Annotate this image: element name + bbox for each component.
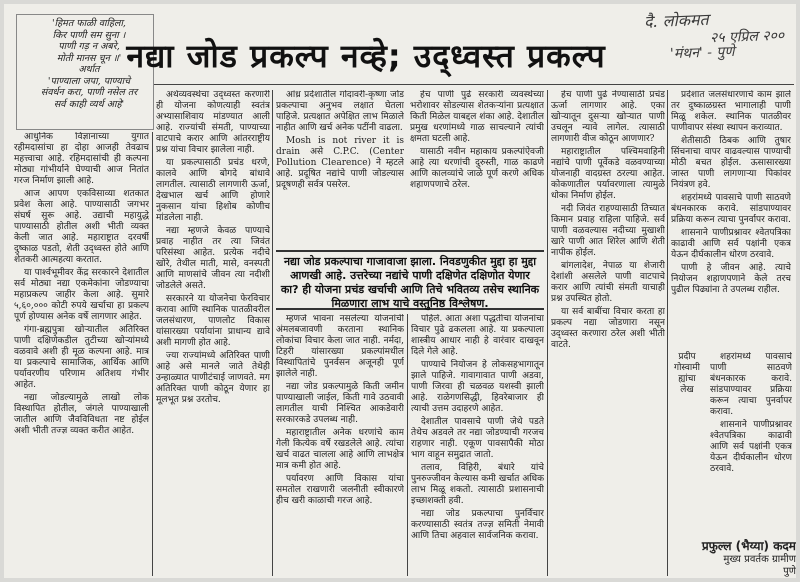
paragraph: पहिले. आता अशा पद्धतीचा योजनांचा विचार पुढे ढकलला आहे. या प्रकल्पाला शास्त्रीय आधार नाही हे वारंवार दाखवून दिले गेले आहे. xyxy=(411,314,544,357)
article-column-2 xyxy=(156,90,270,576)
column-divider xyxy=(547,90,548,576)
headline-rule xyxy=(154,84,794,85)
article-column-3a xyxy=(276,90,404,246)
paragraph: Mosh is not river it is drain असे C.P.C. (Center Pollution Clearence) ने म्हटले आहे. प्रदूषित नद्यांचे पाणी जोडल्यास प्रदूषणही सर्वत्र पसरेल. xyxy=(276,136,404,190)
paragraph: शेतीसाठी ठिबक आणि तुषार सिंचनाचा वापर वाढवल्यास पाण्याची मोठी बचत होईल. ऊसासारख्या जास्त पाणी लागणाऱ्या पिकांवर नियंत्रण हवे. xyxy=(671,136,791,190)
paragraph: तलाव, विहिरी, बंधारे यांचे पुनरुज्जीवन केल्यास कमी खर्चात अधिक लाभ मिळू शकतो. त्यासाठी प्रशासनाची इच्छाशक्ती हवी. xyxy=(411,463,544,506)
column-divider xyxy=(407,314,408,576)
caption-line: ह्यांचा xyxy=(678,374,696,384)
handwritten-date: २५ एप्रिल २०० xyxy=(709,27,785,47)
paragraph: आज आपण एकविसाव्या शतकात प्रवेश केला आहे. पाण्यासाठी जगभर संघर्ष सुरू आहे. उद्याची महायुद्धे पाण्यासाठी होतील अशी भीती व्यक्त केली जात आहे. महाराष्ट्रात दरवर्षी दुष्काळ पडतो, शेती उद्ध्वस्त होते आणि शेतकरी आत्महत्या करतात. xyxy=(14,189,149,265)
article-deck: नद्या जोड प्रकल्पाचा गाजावाजा झाला. निवडणुकीत मुद्दा हा मुद्दा आणखी आहे. उत्तरेच्या नद्यांचे पाणी दक्षिणेत दक्षिणोत येणार का? ही योजना प्रचंड खर्चाची आणि तिचे भवितव्य तसेच स्थानिक मिळणारा लाभ याचे वस्तुनिष्ठ विश्लेषण. xyxy=(276,250,544,310)
poem-line: किर पाणी सम सुना । xyxy=(52,29,126,41)
paragraph: पाण्याचे नियोजन हे लोकसहभागातून झाले पाहिजे. गावागावात पाणी अडवा, पाणी जिरवा ही चळवळ यशस्वी झाली आहे. राळेगणसिद्धी, हिवरेबाजार ही त्याची उत्तम उदाहरणे आहेत. xyxy=(411,360,544,414)
article-column-4 xyxy=(411,314,544,576)
paragraph: प्रदेशात जलसंधारणाचे काम झाले तर दुष्काळग्रस्त भागालाही पाणी मिळू शकेल. स्थानिक पातळीवर पाणीवापर संस्था स्थापन कराव्यात. xyxy=(671,90,791,133)
column-divider xyxy=(272,90,273,576)
paragraph: नदी जिवंत राहण्यासाठी तिच्यात किमान प्रवाह राहिला पाहिजे. सर्व पाणी वळवल्यास नदीच्या मुखाशी खारे पाणी आत शिरेल आणि शेती नापीक होईल. xyxy=(551,204,665,258)
paragraph: सरकारने या योजनेचा फेरविचार करावा आणि स्थानिक पातळीवरील जलसंधारण, पाणलोट विकास यांसारख्या पर्यायांना प्राधान्य द्यावे अशी मागणी होत आहे. xyxy=(156,294,270,348)
paragraph: बांगलादेश, नेपाळ या शेजारी देशांशी असलेले पाणी वाटपाचे करार आणि त्यांची संमती याचाही प्रश्न उपस्थित होतो. xyxy=(551,261,665,304)
paragraph: नद्या म्हणजे केवळ पाण्याचे प्रवाह नाहीत तर त्या जिवंत परिसंस्था आहेत. प्रत्येक नदीचे खोरे, तेथील माती, मासे, वनस्पती आणि माणसांचे जीवन त्या नदीशी जोडलेले असते. xyxy=(156,226,270,291)
paragraph: म्हणजे भावना नसलेल्या योजनांची अंमलबजावणी करताना स्थानिक लोकांचा विचार केला जात नाही. नर्मदा, टिहरी यांसारख्या प्रकल्पांमधील विस्थापितांचे पुनर्वसन अजूनही पूर्ण झालेले नाही. xyxy=(276,314,404,379)
paragraph: या पार्श्वभूमीवर केंद्र सरकारने देशातील सर्व मोठ्या नद्या एकमेकांना जोडण्याचा महाप्रकल्प जाहीर केला आहे. सुमारे ५,६०,००० कोटी रुपये खर्चाचा हा प्रकल्प पूर्ण होण्यास अनेक वर्षे लागणार आहेत. xyxy=(14,268,149,322)
paragraph: शहरांमध्ये पावसाचे पाणी साठवणे बंधनकारक करावे. सांडपाण्यावर प्रक्रिया करून त्याचा पुनर्वापर करावा. xyxy=(710,352,792,417)
photo-caption xyxy=(668,352,706,396)
poem-line: सर्व काही व्यर्थ आहे' xyxy=(53,98,125,110)
paragraph: नद्या जोडल्यामुळे लाखो लोक विस्थापित होतील, जंगले पाण्याखाली जातील आणि जैवविविधता नष्ट होईल अशी भीती तज्ज्ञ व्यक्त करीत आहेत. xyxy=(14,393,149,436)
author-role: मुख्य प्रवर्तक ग्रामीण xyxy=(723,554,796,565)
paragraph: अर्थव्यवस्थेचा उद्ध्वस्त करणारी ही योजना कोणत्याही स्वतंत्र अभ्यासाशिवाय मांडण्यात आली आहे. राज्यांची संमती, पाण्याच्या वाटपाचे करार आणि आंतरराष्ट्रीय प्रश्न यांचा विचार झालेला नाही. xyxy=(156,90,270,155)
paragraph: गंगा-ब्रह्मपुत्रा खोऱ्यातील अतिरिक्त पाणी दक्षिणेकडील तुटीच्या खोऱ्यांमध्ये वळवावे अशी ही मूळ कल्पना आहे. मात्र या प्रकल्पाचे सामाजिक, आर्थिक आणि पर्यावरणीय परिणाम अतिशय गंभीर आहेत. xyxy=(14,325,149,390)
column-divider xyxy=(152,132,153,576)
poem-line: 'पाण्याला जपा, पाण्याचे xyxy=(47,75,131,87)
article-column-6 xyxy=(671,90,791,346)
paragraph: या सर्व बाबींचा विचार करता हा प्रकल्प नद्या जोडणारा नसून उद्ध्वस्त करणारा ठरेल अशी भीती वाटते. xyxy=(551,307,665,350)
paragraph: हेच पाणी पुढे नेण्यासाठी प्रचंड ऊर्जा लागणार आहे. एका खोऱ्यातून दुसऱ्या खोऱ्यात पाणी उचलून न्यावे लागेल. त्यासाठी लागणारी वीज कोठून आणणार? xyxy=(551,90,665,144)
handwritten-place: 'मंथन' - पुणे xyxy=(669,43,735,63)
poem-line: पाणी गड़ न अबरे, xyxy=(58,41,120,52)
article-column-3c xyxy=(276,314,404,576)
paragraph: या प्रकल्पासाठी प्रचंड धरणे, कालवे आणि बोगदे बांधावे लागतील. त्यासाठी लागणारी ऊर्जा, देखभाल खर्च आणि होणारे नुकसान यांचा हिशोब कोणीच मांडलेला नाही. xyxy=(156,158,270,223)
paragraph: यासाठी नवीन महाकाय प्रकल्पांऐवजी आहे त्या धरणांची दुरुस्ती, गाळ काढणे आणि कालव्यांचे जाळे पूर्ण करणे अधिक शहाणपणाचे ठरेल. xyxy=(410,147,544,190)
newspaper-clipping xyxy=(4,4,796,578)
paragraph: हेच पाणी पुढे सरकारी व्यवस्थेच्या भरोशावर सोडल्यास शेतकऱ्यांना प्रत्यक्षात किती मिळेल याबद्दल शंका आहे. देशातील प्रमुख धरणांमध्ये गाळ साचल्याने त्यांची क्षमता घटली आहे. xyxy=(410,90,544,144)
paragraph: महाराष्ट्रातील अनेक धरणांचे काम गेली कित्येक वर्षे रखडलेले आहे. त्यांचा खर्च वाढत चालला आहे आणि लाभक्षेत्र मात्र कमी होत आहे. xyxy=(276,428,404,471)
article-column-5 xyxy=(551,90,665,576)
poem-line: मोती मानस चून ॥' xyxy=(56,52,122,64)
paragraph: पर्यावरण आणि विकास यांचा समतोल राखणारी जलनीती स्वीकारणे हीच खरी काळाची गरज आहे. xyxy=(276,474,404,506)
paragraph: आंध्र प्रदेशातील गोदावरी-कृष्णा जोड प्रकल्पाचा अनुभव लक्षात घेतला पाहिजे. प्रत्यक्षात अपेक्षित लाभ मिळाले नाहीत आणि खर्च अनेक पटींनी वाढला. xyxy=(276,90,404,133)
paragraph: नद्या जोड प्रकल्पाचा पुनर्विचार करण्यासाठी स्वतंत्र तज्ज्ञ समिती नेमावी आणि तिचा अहवाल सार्वजनिक करावा. xyxy=(411,509,544,541)
article-column-6b xyxy=(710,352,792,536)
paragraph: नद्या जोड प्रकल्पामुळे किती जमीन पाण्याखाली जाईल, किती गावे उठवावी लागतील याची निश्चित आकडेवारी सरकारकडे उपलब्ध नाही. xyxy=(276,382,404,425)
paragraph: देशातील पावसाचे पाणी जेथे पडते तेथेच अडवले तर नद्या जोडण्याची गरजच राहणार नाही. एकूण पावसापैकी मोठा भाग वाहून समुद्रात जातो. xyxy=(411,417,544,460)
author-name: प्रफुल्ल (भैय्या) कदम xyxy=(701,539,796,553)
author-byline xyxy=(690,540,796,578)
paragraph: ज्या राज्यांमध्ये अतिरिक्त पाणी आहे असे मानले जाते तेथेही उन्हाळ्यात पाणीटंचाई जाणवते. मग अतिरिक्त पाणी कोठून येणार हा मूलभूत प्रश्न उरतोच. xyxy=(156,351,270,405)
paragraph: शहरांमध्ये पावसाचे पाणी साठवणे बंधनकारक करावे. सांडपाण्यावर प्रक्रिया करून त्याचा पुनर्वापर करावा. xyxy=(671,193,791,225)
caption-line: प्रदीप xyxy=(678,352,696,362)
article-column-1 xyxy=(14,132,149,576)
headline: नद्या जोड प्रकल्प नव्हे; उद्ध्वस्त प्रकल्प xyxy=(126,37,606,75)
paragraph: महाराष्ट्रातील पश्चिमवाहिनी नद्यांचे पाणी पूर्वेकडे वळवण्याच्या योजनाही वादग्रस्त ठरल्या आहेत. कोकणातील पर्यावरणाला त्यामुळे धोका निर्माण होईल. xyxy=(551,147,665,201)
caption-line: गोस्वामी xyxy=(674,363,700,373)
paragraph: शासनाने पाणीप्रश्नावर श्वेतपत्रिका काढावी आणि सर्व पक्षांनी एकत्र येऊन दीर्घकालीन धोरण ठरवावे. xyxy=(671,228,791,260)
handwritten-paper-name: दै. लोकमत xyxy=(643,9,709,32)
caption-line: लेख xyxy=(680,385,694,395)
column-divider xyxy=(667,90,668,576)
article-column-3b xyxy=(410,90,544,246)
paragraph: पाणी हे जीवन आहे. त्याचे नियोजन शहाणपणाने केले तरच पुढील पिढ्यांना ते उपलब्ध राहील. xyxy=(671,263,791,295)
author-place: पुणे xyxy=(783,566,796,577)
poem-line: संवर्धन करा, पाणी नसेल तर xyxy=(40,87,138,98)
paragraph: आधुनिक विज्ञानाच्या युगात रहीमदासांचा हा दोहा आजही तेवढाच महत्त्वाचा आहे. रहिमदासांची ही कल्पना मोठ्या गांभीर्याने घेण्याची आज नितांत गरज निर्माण झाली आहे. xyxy=(14,132,149,186)
poem-line: अर्थात xyxy=(78,64,100,75)
paragraph: शासनाने पाणीप्रश्नावर श्वेतपत्रिका काढावी आणि सर्व पक्षांनी एकत्र येऊन दीर्घकालीन धोरण ठरवावे. xyxy=(710,420,792,474)
poem-line: 'हिमत फाळी वाहिला, xyxy=(52,18,126,29)
